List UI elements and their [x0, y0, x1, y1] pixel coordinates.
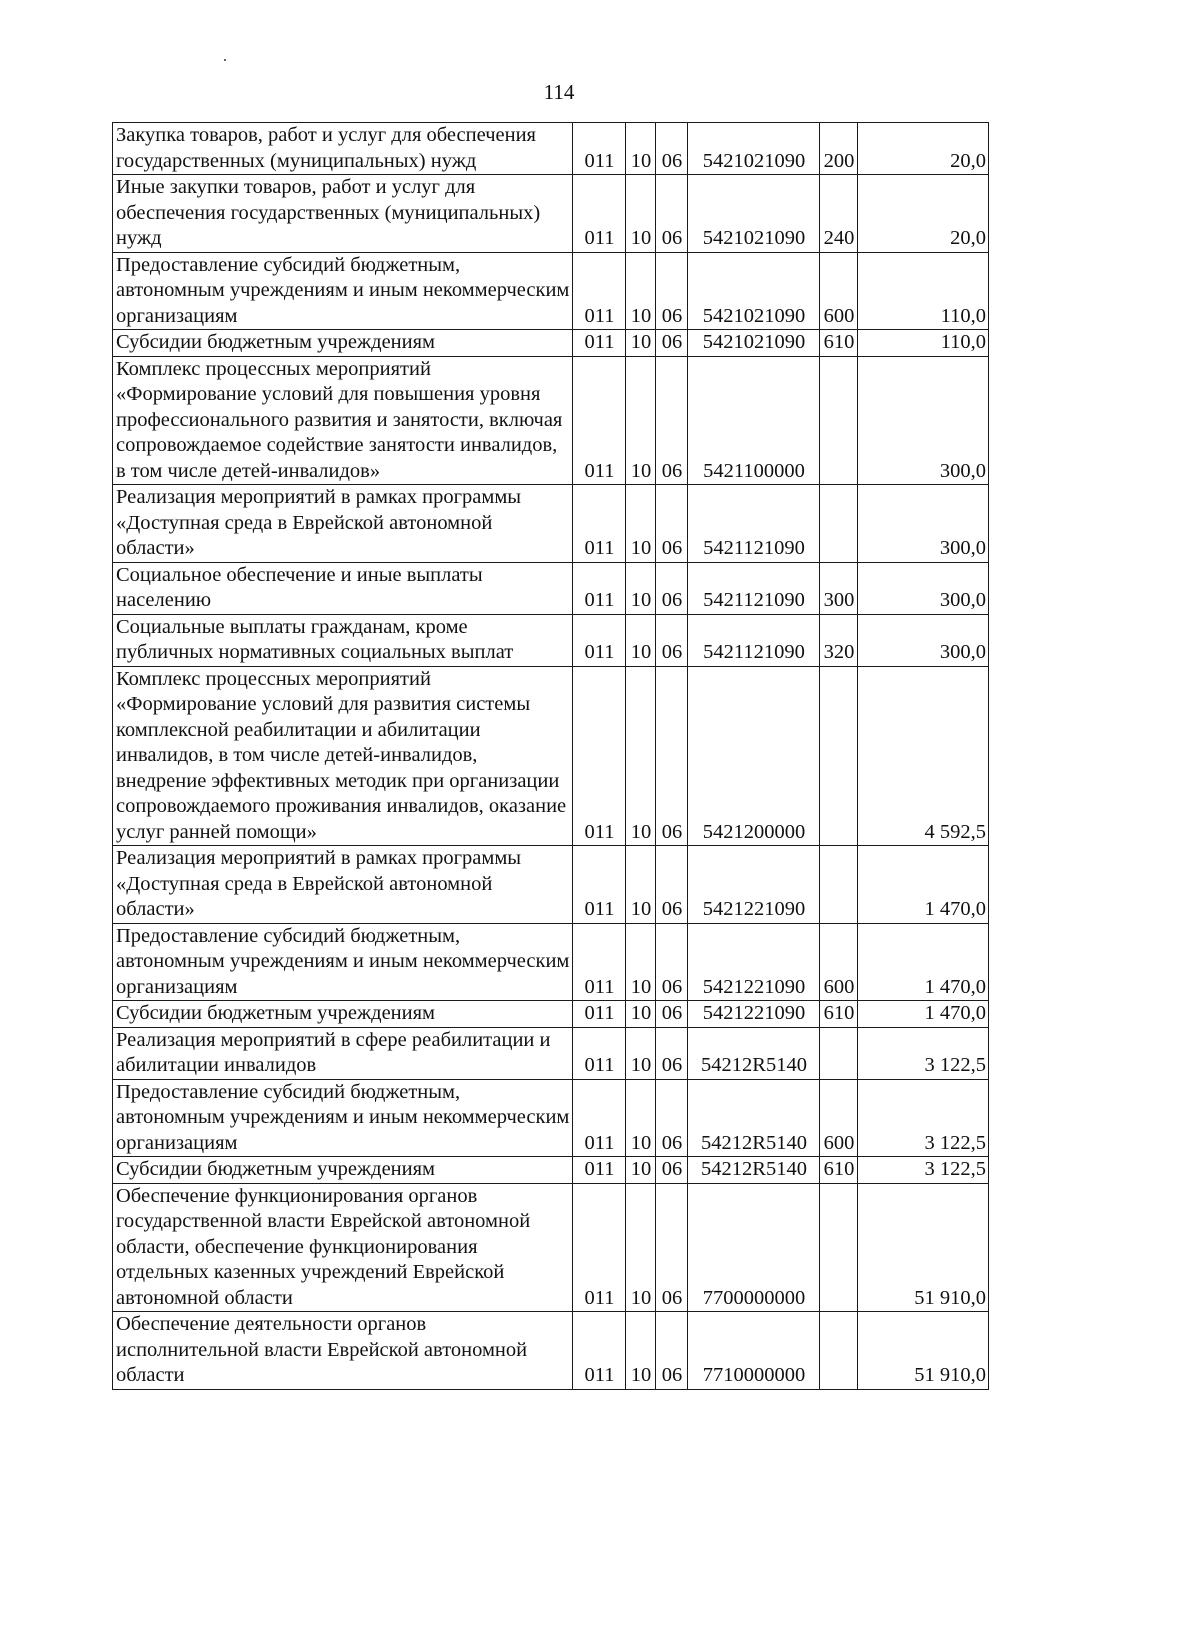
row-name-cell: Субсидии бюджетным учреждениям: [113, 1001, 573, 1028]
row-subsection-cell: 06: [656, 1183, 688, 1312]
row-expense-type-cell: 320: [820, 614, 858, 666]
row-section-cell: 10: [626, 1157, 656, 1184]
row-expense-type-cell: [820, 1183, 858, 1312]
row-grbs-cell: 011: [573, 175, 626, 253]
row-expense-type-cell: [820, 1027, 858, 1079]
table-row: [113, 923, 989, 1001]
row-target-article-cell: 5421121090: [688, 562, 820, 614]
table-row: [113, 175, 989, 253]
row-amount-cell: 51 910,0: [858, 1312, 989, 1390]
table-row: [113, 330, 989, 357]
row-name-cell: Обеспечение деятельности органов исполнительной власти Еврейской автономной области: [113, 1312, 573, 1390]
row-name-cell: Субсидии бюджетным учреждениям: [113, 1157, 573, 1184]
row-section-cell: 10: [626, 175, 656, 253]
row-section-cell: 10: [626, 562, 656, 614]
row-amount-cell: 3 122,5: [858, 1157, 989, 1184]
row-amount-cell: 300,0: [858, 356, 989, 485]
row-expense-type-cell: 600: [820, 923, 858, 1001]
row-grbs-cell: 011: [573, 1157, 626, 1184]
row-expense-type-cell: [820, 356, 858, 485]
row-section-cell: 10: [626, 1001, 656, 1028]
row-expense-type-cell: [820, 846, 858, 924]
row-grbs-cell: 011: [573, 614, 626, 666]
row-subsection-cell: 06: [656, 614, 688, 666]
table-row: [113, 485, 989, 563]
row-amount-cell: 1 470,0: [858, 846, 989, 924]
table-row: [113, 1027, 989, 1079]
row-target-article-cell: 5421121090: [688, 614, 820, 666]
row-grbs-cell: 011: [573, 1027, 626, 1079]
row-expense-type-cell: 610: [820, 330, 858, 357]
row-grbs-cell: 011: [573, 923, 626, 1001]
row-target-article-cell: 5421221090: [688, 923, 820, 1001]
row-target-article-cell: 5421100000: [688, 356, 820, 485]
row-target-article-cell: 7700000000: [688, 1183, 820, 1312]
row-name-cell: Комплекс процессных мероприятий «Формирование условий для повышения уровня профессионального развития и занятости, включая сопровождаемое содействие занятости инвалидов, в том числе детей-инвалидов»: [113, 356, 573, 485]
row-subsection-cell: 06: [656, 330, 688, 357]
row-section-cell: 10: [626, 1183, 656, 1312]
row-target-article-cell: 54212R5140: [688, 1027, 820, 1079]
row-expense-type-cell: [820, 1312, 858, 1390]
row-section-cell: 10: [626, 123, 656, 175]
row-name-cell: Предоставление субсидий бюджетным, автономным учреждениям и иным некоммерческим организациям: [113, 923, 573, 1001]
row-grbs-cell: 011: [573, 123, 626, 175]
table-row: [113, 1001, 989, 1028]
row-target-article-cell: 54212R5140: [688, 1157, 820, 1184]
row-expense-type-cell: 600: [820, 1079, 858, 1157]
row-name-cell: Реализация мероприятий в рамках программы «Доступная среда в Еврейской автономной области»: [113, 485, 573, 563]
row-target-article-cell: 5421221090: [688, 1001, 820, 1028]
row-expense-type-cell: 610: [820, 1157, 858, 1184]
budget-table-body: [113, 123, 989, 1390]
row-grbs-cell: 011: [573, 485, 626, 563]
row-amount-cell: 110,0: [858, 330, 989, 357]
row-grbs-cell: 011: [573, 1312, 626, 1390]
row-section-cell: 10: [626, 666, 656, 846]
row-name-cell: Предоставление субсидий бюджетным, автономным учреждениям и иным некоммерческим организациям: [113, 252, 573, 330]
row-section-cell: 10: [626, 1312, 656, 1390]
row-subsection-cell: 06: [656, 1157, 688, 1184]
table-row: [113, 1183, 989, 1312]
row-grbs-cell: 011: [573, 252, 626, 330]
row-section-cell: 10: [626, 1079, 656, 1157]
row-expense-type-cell: 240: [820, 175, 858, 253]
table-row: [113, 356, 989, 485]
row-name-cell: Обеспечение функционирования органов государственной власти Еврейской автономной области, обеспечение функционирования отдельных казенных учреждений Еврейской автономной области: [113, 1183, 573, 1312]
table-row: [113, 123, 989, 175]
row-expense-type-cell: [820, 666, 858, 846]
row-subsection-cell: 06: [656, 1079, 688, 1157]
row-amount-cell: 1 470,0: [858, 1001, 989, 1028]
row-name-cell: Реализация мероприятий в сфере реабилитации и абилитации инвалидов: [113, 1027, 573, 1079]
row-amount-cell: 300,0: [858, 485, 989, 563]
row-section-cell: 10: [626, 923, 656, 1001]
row-target-article-cell: 5421021090: [688, 175, 820, 253]
row-name-cell: Социальные выплаты гражданам, кроме публичных нормативных социальных выплат: [113, 614, 573, 666]
row-subsection-cell: 06: [656, 175, 688, 253]
row-name-cell: Социальное обеспечение и иные выплаты населению: [113, 562, 573, 614]
budget-table: [112, 122, 989, 1390]
row-subsection-cell: 06: [656, 666, 688, 846]
row-amount-cell: 300,0: [858, 614, 989, 666]
row-section-cell: 10: [626, 1027, 656, 1079]
row-name-cell: Реализация мероприятий в рамках программы «Доступная среда в Еврейской автономной области»: [113, 846, 573, 924]
row-name-cell: Закупка товаров, работ и услуг для обеспечения государственных (муниципальных) нужд: [113, 123, 573, 175]
row-grbs-cell: 011: [573, 666, 626, 846]
row-subsection-cell: 06: [656, 356, 688, 485]
table-row: [113, 846, 989, 924]
row-amount-cell: 3 122,5: [858, 1079, 989, 1157]
row-amount-cell: 110,0: [858, 252, 989, 330]
row-subsection-cell: 06: [656, 846, 688, 924]
row-expense-type-cell: [820, 485, 858, 563]
row-section-cell: 10: [626, 846, 656, 924]
table-row: [113, 1312, 989, 1390]
row-amount-cell: 3 122,5: [858, 1027, 989, 1079]
row-amount-cell: 51 910,0: [858, 1183, 989, 1312]
table-row: [113, 1079, 989, 1157]
row-amount-cell: 300,0: [858, 562, 989, 614]
row-subsection-cell: 06: [656, 485, 688, 563]
row-subsection-cell: 06: [656, 1027, 688, 1079]
row-subsection-cell: 06: [656, 123, 688, 175]
row-section-cell: 10: [626, 614, 656, 666]
row-grbs-cell: 011: [573, 330, 626, 357]
scan-speck: [224, 59, 226, 61]
table-row: [113, 562, 989, 614]
row-grbs-cell: 011: [573, 562, 626, 614]
table-row: [113, 614, 989, 666]
row-grbs-cell: 011: [573, 356, 626, 485]
row-name-cell: Предоставление субсидий бюджетным, автономным учреждениям и иным некоммерческим организациям: [113, 1079, 573, 1157]
row-amount-cell: 4 592,5: [858, 666, 989, 846]
row-target-article-cell: 5421021090: [688, 123, 820, 175]
row-target-article-cell: 5421121090: [688, 485, 820, 563]
row-subsection-cell: 06: [656, 1001, 688, 1028]
row-amount-cell: 20,0: [858, 123, 989, 175]
row-grbs-cell: 011: [573, 846, 626, 924]
table-row: [113, 252, 989, 330]
row-target-article-cell: 7710000000: [688, 1312, 820, 1390]
row-section-cell: 10: [626, 330, 656, 357]
row-subsection-cell: 06: [656, 1312, 688, 1390]
row-section-cell: 10: [626, 485, 656, 563]
row-target-article-cell: 5421021090: [688, 330, 820, 357]
row-section-cell: 10: [626, 356, 656, 485]
row-subsection-cell: 06: [656, 923, 688, 1001]
row-target-article-cell: 5421221090: [688, 846, 820, 924]
row-subsection-cell: 06: [656, 562, 688, 614]
page-number: 114: [543, 80, 575, 104]
row-name-cell: Комплекс процессных мероприятий «Формирование условий для развития системы комплексной реабилитации и абилитации инвалидов, в том числе детей-инвалидов, внедрение эффективных методик при организации сопровождаемого проживания инвалидов, оказание услуг ранней помощи»: [113, 666, 573, 846]
row-subsection-cell: 06: [656, 252, 688, 330]
row-expense-type-cell: 200: [820, 123, 858, 175]
row-expense-type-cell: 600: [820, 252, 858, 330]
row-expense-type-cell: 300: [820, 562, 858, 614]
row-target-article-cell: 5421021090: [688, 252, 820, 330]
row-grbs-cell: 011: [573, 1183, 626, 1312]
row-target-article-cell: 5421200000: [688, 666, 820, 846]
row-target-article-cell: 54212R5140: [688, 1079, 820, 1157]
row-name-cell: Иные закупки товаров, работ и услуг для обеспечения государственных (муниципальных) нужд: [113, 175, 573, 253]
row-expense-type-cell: 610: [820, 1001, 858, 1028]
row-amount-cell: 20,0: [858, 175, 989, 253]
row-grbs-cell: 011: [573, 1079, 626, 1157]
table-row: [113, 1157, 989, 1184]
row-name-cell: Субсидии бюджетным учреждениям: [113, 330, 573, 357]
row-grbs-cell: 011: [573, 1001, 626, 1028]
table-row: [113, 666, 989, 846]
row-amount-cell: 1 470,0: [858, 923, 989, 1001]
row-section-cell: 10: [626, 252, 656, 330]
